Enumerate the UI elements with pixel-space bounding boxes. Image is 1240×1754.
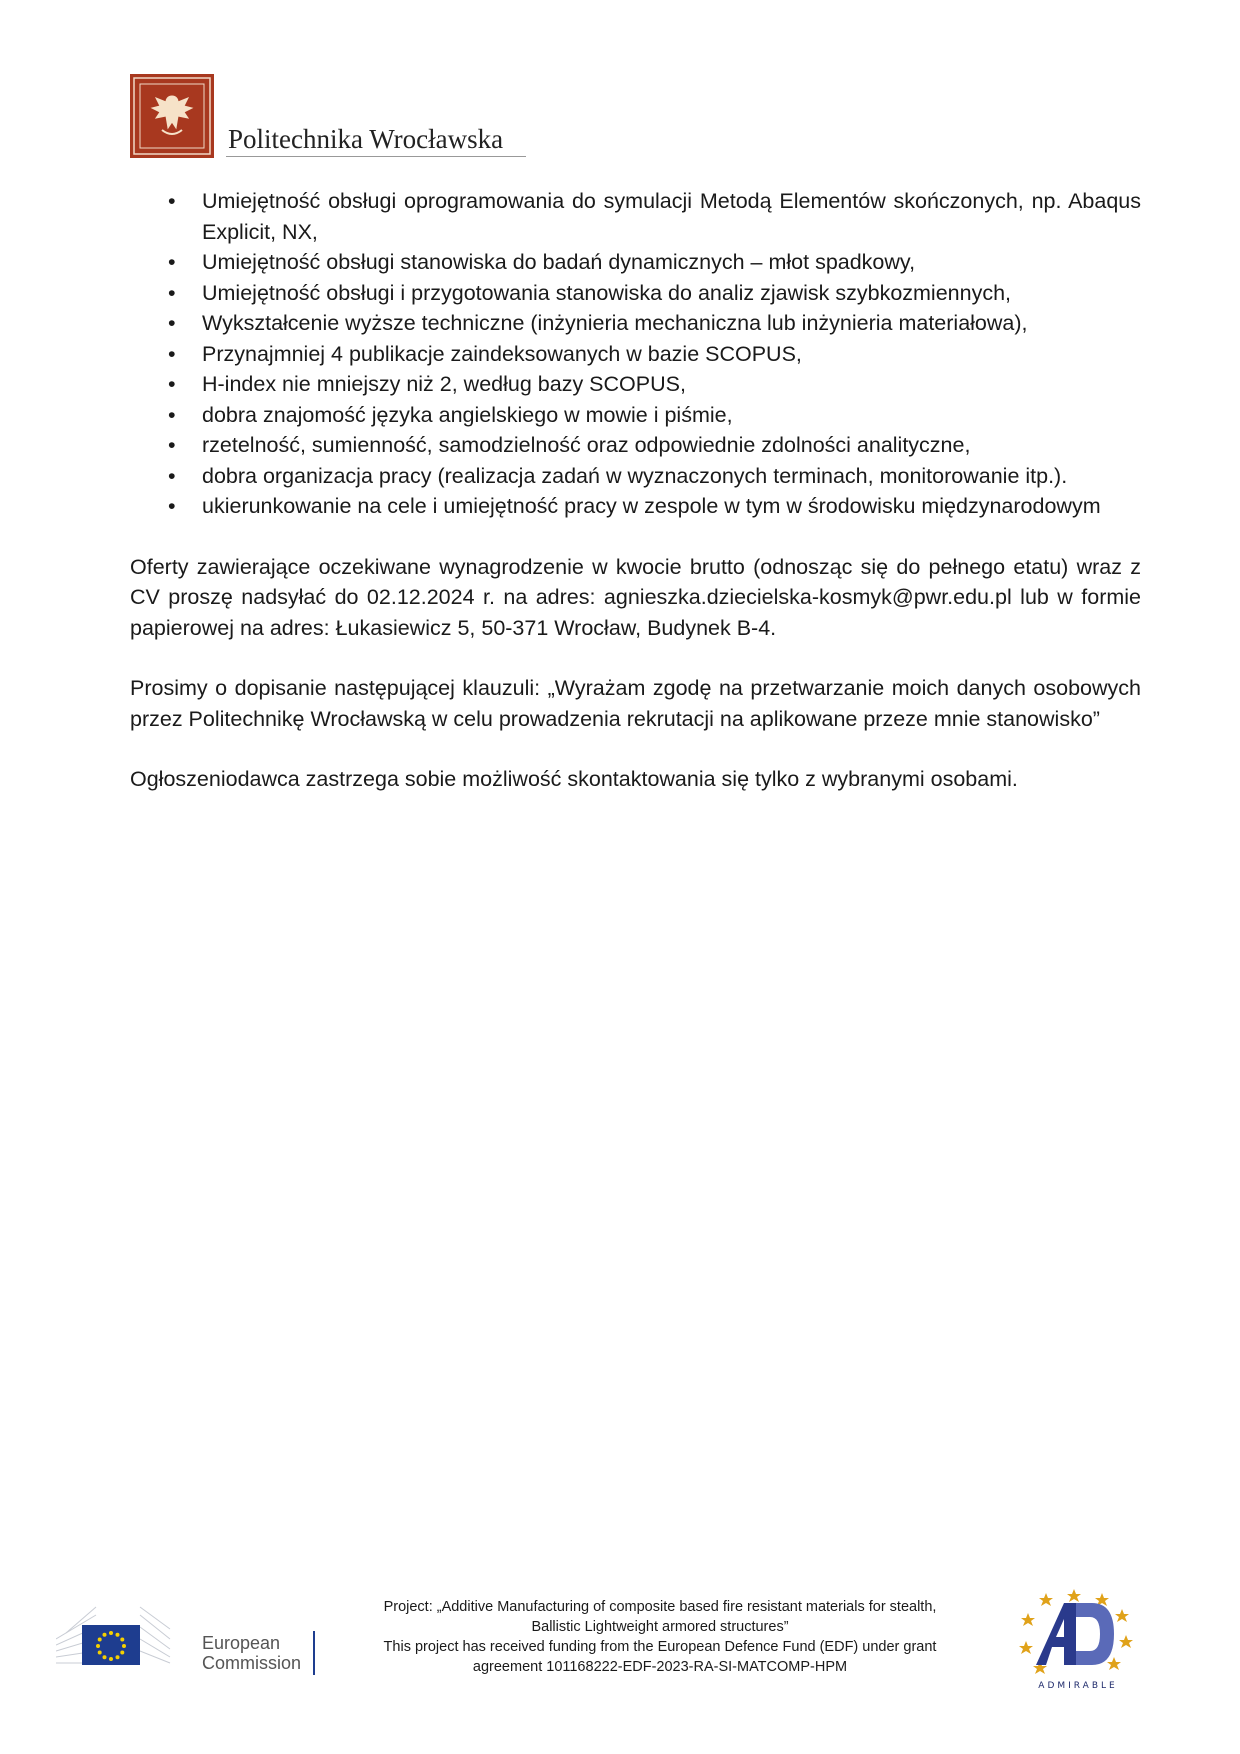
bullet-icon: •: [168, 372, 176, 396]
requirement-text: ukierunkowanie na cele i umiejętność pracy w zespole w tym w środowisku międzynarodowym: [202, 494, 1101, 518]
offer-paragraph: Oferty zawierające oczekiwane wynagrodzenie w kwocie brutto (odnosząc się do pełnego etatu) wraz z CV proszę nadsyłać do 02.12.2024 r. na adres: agnieszka.dziecielska-kosmyk@pwr.edu.pl lub w formie papierowej na adres: Łukasiewicz 5, 50-371 Wrocław, Budynek B-4.: [130, 554, 1141, 640]
admirable-logo: [1014, 1585, 1142, 1695]
requirements-list: [130, 186, 1141, 522]
header-divider: [226, 156, 526, 157]
university-logo: [130, 74, 214, 158]
requirement-text: H-index nie mniejszy niż 2, według bazy SCOPUS,: [202, 372, 686, 396]
bullet-icon: •: [168, 189, 176, 213]
list-item: [130, 430, 1141, 461]
list-item: [130, 247, 1141, 278]
list-item: [130, 278, 1141, 309]
bullet-icon: •: [168, 280, 176, 305]
project-line-4: agreement 101168222-EDF-2023-RA-SI-MATCOMP-HPM: [472, 1659, 848, 1675]
notice-paragraph: Ogłoszeniodawca zastrzega sobie możliwość skontaktowania się tylko z wybranymi osobami.: [130, 767, 1018, 791]
eagle-emblem-icon: [130, 74, 214, 158]
project-line-3: This project has received funding from the European Defence Fund (EDF) under grant: [383, 1639, 937, 1655]
eu-flag-icon: [56, 1599, 206, 1669]
bullet-icon: •: [168, 463, 176, 488]
ec-divider: [313, 1631, 315, 1675]
requirement-text: Umiejętność obsługi stanowiska do badań dynamicznych – młot spadkowy,: [202, 250, 916, 274]
ec-line-2: Commission: [202, 1653, 302, 1673]
ec-line-1: European: [202, 1633, 281, 1653]
bullet-icon: •: [168, 402, 176, 427]
page-header: [130, 74, 530, 158]
admirable-emblem-icon: [1014, 1585, 1142, 1681]
bullet-icon: •: [168, 311, 176, 335]
bullet-icon: •: [168, 494, 176, 518]
requirement-text: dobra znajomość języka angielskiego w mowie i piśmie,: [202, 402, 733, 427]
list-item: [130, 308, 1141, 339]
list-item: [130, 369, 1141, 400]
document-body: [130, 186, 1141, 795]
bullet-icon: •: [168, 250, 176, 274]
list-item: [130, 339, 1141, 370]
requirement-text: rzetelność, sumienność, samodzielność oraz odpowiednie zdolności analityczne,: [202, 433, 971, 457]
consent-paragraph: Prosimy o dopisanie następującej klauzuli: „Wyrażam zgodę na przetwarzanie moich danych osobowych przez Politechnikę Wrocławską w celu prowadzenia rekrutacji na aplikowane przeze mnie stanowisko”: [130, 676, 1141, 731]
list-item: [130, 400, 1141, 431]
project-line-2: Ballistic Lightweight armored structures”: [531, 1619, 789, 1635]
list-item: [130, 186, 1141, 247]
bullet-icon: •: [168, 433, 176, 457]
requirement-text: Umiejętność obsługi i przygotowania stanowiska do analiz zjawisk szybkozmiennych,: [202, 280, 1012, 305]
list-item: [130, 491, 1141, 522]
requirement-text: Wykształcenie wyższe techniczne (inżynieria mechaniczna lub inżynieria materiałowa),: [202, 311, 1028, 335]
university-name: Politechnika Wrocławska: [228, 124, 504, 154]
project-funding-note: [340, 1597, 980, 1677]
bullet-icon: •: [168, 341, 176, 366]
admirable-label: ADMIRABLE: [1038, 1681, 1118, 1691]
requirement-text: Przynajmniej 4 publikacje zaindeksowanych w bazie SCOPUS,: [202, 341, 802, 366]
page-footer: [0, 1585, 1240, 1695]
requirement-text: dobra organizacja pracy (realizacja zadań w wyznaczonych terminach, monitorowanie itp.).: [202, 463, 1068, 488]
project-line-1: Project: „Additive Manufacturing of composite based fire resistant materials for stealth,: [383, 1599, 937, 1615]
requirement-text: Umiejętność obsługi oprogramowania do symulacji Metodą Elementów skończonych, np. Abaqus Explicit, NX,: [202, 189, 1141, 244]
ec-label: [202, 1633, 301, 1673]
list-item: [130, 461, 1141, 492]
